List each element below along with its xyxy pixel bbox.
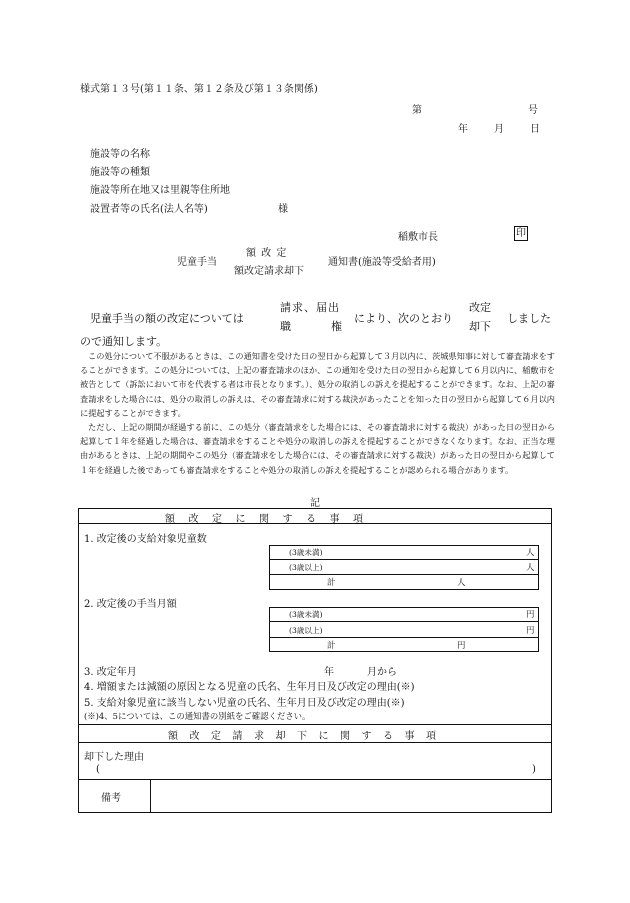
establisher-label: 設置者等の氏名(法人名等) [90,204,208,215]
remarks-label: 備考 [101,793,121,804]
child-count-row-unit: 人 [526,562,535,572]
item1-label: 1. 改定後の支給対象児童数 [84,534,207,545]
monthly-amount-row-label: (3歳未満) [289,610,323,619]
item3-label: 3. 改定年月 [84,667,137,678]
child-count-total-unit: 人 [457,577,466,587]
notice-title-right: 通知書(施設等受給者用) [328,257,436,268]
divider [78,724,552,725]
divider [269,559,539,560]
monthly-amount-row-unit: 円 [526,625,535,635]
items-footnote: (※)4、5については、この通知書の別紙をご確認ください。 [84,711,311,721]
number-prefix: 第 [412,105,422,116]
divider [78,742,552,743]
record-label: 記 [310,498,320,509]
intro-part2: により、次のとおり [354,312,453,325]
intro-choice1-official-b: 権 [331,320,342,333]
notice-title-option-rejection: 額改定請求却下 [234,266,304,277]
appeal-notice-paragraph-1: この処分について不服があるときは、この通知書を受けた日の翌日から起算して３月以内に、茨城県知事に対して審査請求をすることができます。この処分については、上記の審査請求のほか、この通知を受けた日の翌日から起算して６月以内に、稲敷市を被告として（訴訟において市を代表する者は市長となります。）、処分の取消しの訴えを提起することができます。なお、上記の審査請求をした場合には、処分の取消しの訴えは、その審査請求に対する裁決があったことを知った日の翌日から起算して６月以内に提起することができます。 [80,351,555,418]
monthly-amount-total-label: 計 [327,640,336,650]
divider [269,637,539,638]
appeal-notice-paragraph-2: ただし、上記の期間が経過する前に、この処分（審査請求をした場合には、その審査請求に対する裁決）があった日の翌日から起算して１年を経過した場合は、審査請求をすることや処分の取消しの訴えを提起することができなくなります。なお、正当な理由があるときは、上記の期間やこの処分（審査請求をした場合には、その審査請求に対する裁決）があった日の翌日から起算して１年を経過した後であっても審査請求をすることや処分の取消しの訴えを提起することが認められる場合があります。 [80,422,555,475]
facility-name-label: 施設等の名称 [90,149,150,160]
intro-choice2-rejected: 却下 [469,320,491,333]
child-count-row-unit: 人 [526,547,535,557]
reason-paren-close: ) [532,764,536,775]
facility-type-label: 施設等の種類 [90,167,150,178]
item3-month-from: 月から [367,667,397,678]
child-count-row-label: (3歳未満) [289,548,323,557]
intro-choice2-revised: 改定 [469,301,491,314]
seal-mark: 印 [516,228,526,239]
intro-line2: ので通知します。 [80,335,168,348]
issuer-title: 稲敷市長 [398,232,438,243]
reason-paren-open: ( [96,764,100,775]
item4-label: 4. 増額または減額の原因となる児童の氏名、生年月日及び改定の理由(※) [84,682,415,693]
monthly-amount-total-unit: 円 [457,640,466,650]
child-count-total-label: 計 [327,577,336,587]
intro-choice1-request: 請求、届出 [280,301,340,314]
divider [269,574,539,575]
item3-year: 年 [324,667,334,678]
honorific: 様 [278,204,288,215]
date-year: 年 [458,124,468,135]
notice-title-option-revision: 額 改 定 [246,248,288,259]
item5-label: 5. 支給対象児童に該当しない児童の氏名、生年月日及び改定の理由(※) [84,698,405,709]
rejection-reason-label: 却下した理由 [84,752,144,763]
monthly-amount-row-label: (3歳以上) [289,626,323,635]
intro-part1: 児童手当の額の改定については [90,312,244,325]
form-title: 様式第１３号(第１１条、第１２条及び第１３条関係) [80,84,318,95]
facility-address-label: 施設等所在地又は里親等住所地 [90,185,230,196]
child-count-row-label: (3歳以上) [289,563,323,572]
divider [269,621,539,622]
date-month: 月 [494,124,504,135]
item2-label: 2. 改定後の手当月額 [84,599,177,610]
monthly-amount-row-unit: 円 [526,609,535,619]
notice-title-left: 児童手当 [177,257,217,268]
intro-choice1-official-a: 職 [280,320,291,333]
divider [150,779,151,813]
date-day: 日 [530,124,540,135]
intro-part3: しました [507,312,551,325]
revision-section-header: 額改定に関する事項 [165,514,377,525]
number-suffix: 号 [528,105,538,116]
rejection-section-header: 額改定請求却下に関する事項 [168,731,448,742]
